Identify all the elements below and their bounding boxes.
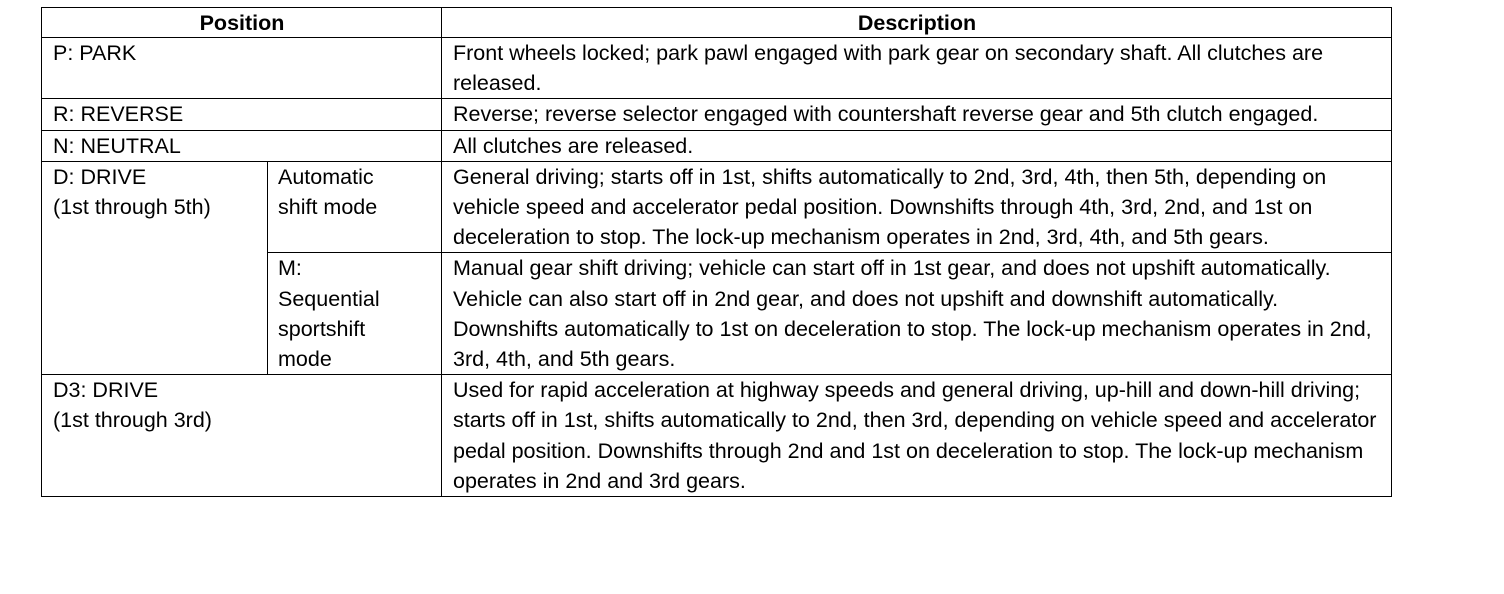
mode-line: sportshift — [278, 316, 366, 341]
description-cell: Manual gear shift driving; vehicle can start off in 1st gear, and does not upshift automatically. Vehicle can also start off in 2nd gear, and does not upshift and downshift automatically. Downshifts automatically to 1st on deceleration to stop. The lock-up mechanism operates in 2nd, 3rd, 4th, and 5th gears. — [442, 253, 1392, 375]
mode-cell — [268, 253, 442, 375]
position-line: (1st through 5th) — [53, 195, 211, 220]
position-cell — [42, 375, 442, 497]
mode-line: Automatic — [278, 164, 374, 189]
table-row-drive-d3 — [42, 375, 1392, 497]
description-cell: All clutches are released. — [442, 130, 1392, 161]
position-cell: P: PARK — [42, 38, 442, 99]
description-cell: General driving; starts off in 1st, shifts automatically to 2nd, 3rd, 4th, then 5th, depending on vehicle speed and accelerator pedal position. Downshifts through 4th, 3rd, 2nd, and 1st on deceleration to stop. The lock-up mechanism operates in 2nd, 3rd, 4th, and 5th gears. — [442, 161, 1392, 253]
position-line: (1st through 3rd) — [53, 408, 212, 433]
header-row — [42, 8, 1392, 38]
position-cell — [42, 161, 268, 374]
mode-cell — [268, 161, 442, 253]
description-cell: Used for rapid acceleration at highway speeds and general driving, up-hill and down-hill driving; starts off in 1st, shifts automatically to 2nd, then 3rd, depending on vehicle speed and accelerator pedal position. Downshifts through 2nd and 1st on deceleration to stop. The lock-up mechanism operates in 2nd and 3rd gears. — [442, 375, 1392, 497]
position-header: Position — [42, 8, 442, 38]
mode-line: M: — [278, 256, 302, 281]
description-header: Description — [442, 8, 1392, 38]
position-cell: N: NEUTRAL — [42, 130, 442, 161]
position-line: D3: DRIVE — [53, 378, 159, 403]
mode-line: mode — [278, 347, 332, 372]
mode-line: shift mode — [278, 195, 378, 220]
position-cell: R: REVERSE — [42, 99, 442, 130]
gear-position-table — [41, 7, 1392, 497]
mode-line: Sequential — [278, 286, 380, 311]
position-line: D: DRIVE — [53, 164, 147, 189]
table-row-neutral — [42, 130, 1392, 161]
table-row-drive-automatic — [42, 161, 1392, 253]
description-cell: Front wheels locked; park pawl engaged with park gear on secondary shaft. All clutches are released. — [442, 38, 1392, 99]
table-row-reverse — [42, 99, 1392, 130]
table-row-park — [42, 38, 1392, 99]
description-cell: Reverse; reverse selector engaged with countershaft reverse gear and 5th clutch engaged. — [442, 99, 1392, 130]
